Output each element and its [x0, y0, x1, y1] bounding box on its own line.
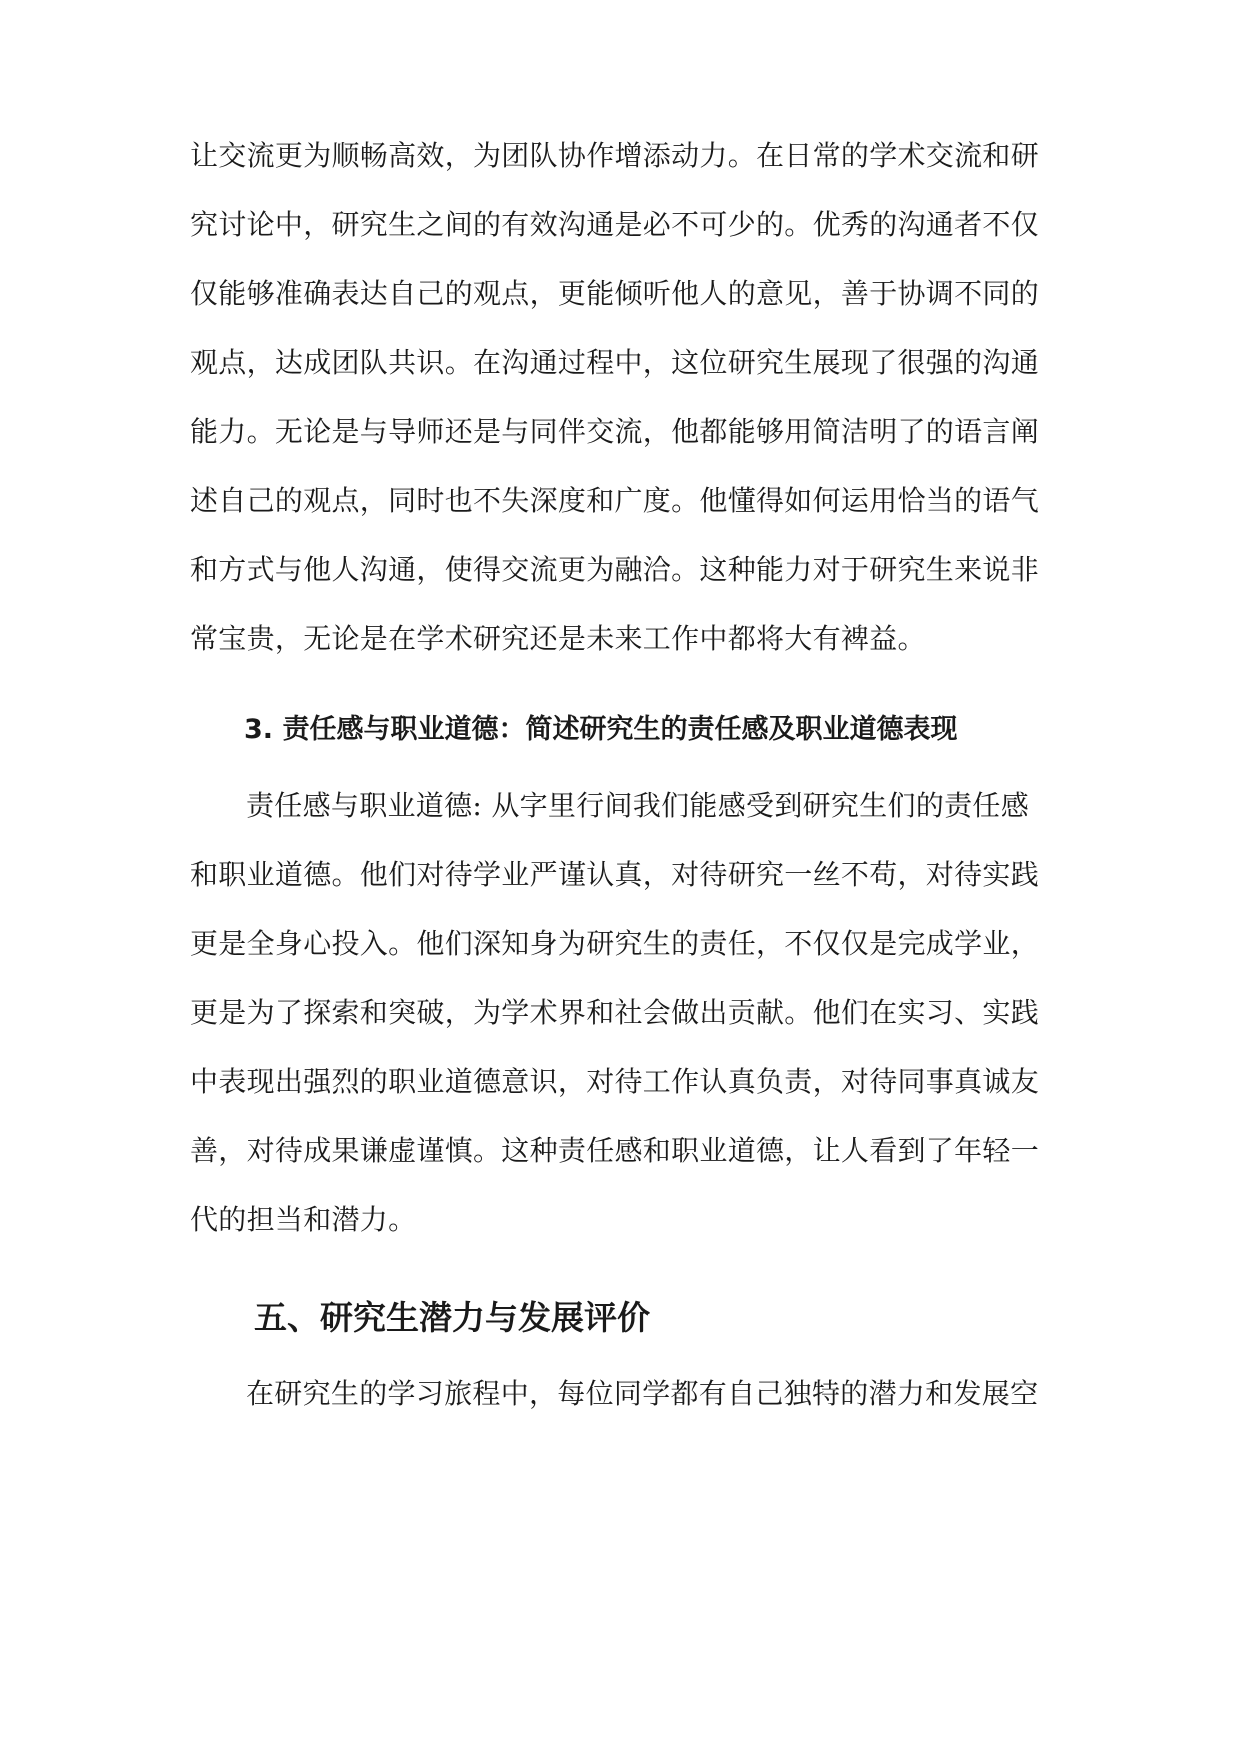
- paragraph-line: 和方式与他人沟通，使得交流更为融洽。这种能力对于研究生来说非: [190, 553, 1040, 586]
- chapter-heading: 五、研究生潜力与发展评价: [254, 1298, 650, 1337]
- paragraph-line: 更是为了探索和突破，为学术界和社会做出贡献。他们在实习、实践: [190, 996, 1040, 1029]
- paragraph-line: 让交流更为顺畅高效，为团队协作增添动力。在日常的学术交流和研: [190, 139, 1040, 172]
- paragraph-line: 责任感与职业道德: 从字里行间我们能感受到研究生们的责任感: [246, 789, 1030, 822]
- paragraph-line: 更是全身心投入。他们深知身为研究生的责任，不仅仅是完成学业，: [190, 927, 1040, 960]
- paragraph-line: 仅能够准确表达自己的观点，更能倾听他人的意见，善于协调不同的: [190, 277, 1040, 310]
- paragraph-line: 述自己的观点，同时也不失深度和广度。他懂得如何运用恰当的语气: [190, 484, 1040, 517]
- paragraph-line: 观点，达成团队共识。在沟通过程中，这位研究生展现了很强的沟通: [190, 346, 1040, 379]
- paragraph-line: 究讨论中，研究生之间的有效沟通是必不可少的。优秀的沟通者不仅: [190, 208, 1040, 241]
- paragraph-line: 在研究生的学习旅程中，每位同学都有自己独特的潜力和发展空: [246, 1377, 1039, 1410]
- paragraph-line: 能力。无论是与导师还是与同伴交流，他都能够用简洁明了的语言阐: [190, 415, 1040, 448]
- paragraph-line: 常宝贵，无论是在学术研究还是未来工作中都将大有裨益。: [190, 622, 926, 655]
- paragraph-line: 中表现出强烈的职业道德意识，对待工作认真负责，对待同事真诚友: [190, 1065, 1040, 1098]
- section-heading: 3. 责任感与职业道德：简述研究生的责任感及职业道德表现: [244, 714, 958, 745]
- paragraph-line: 代的担当和潜力。: [190, 1203, 417, 1236]
- paragraph-line: 善，对待成果谦虚谨慎。这种责任感和职业道德，让人看到了年轻一: [190, 1134, 1040, 1167]
- paragraph-line: 和职业道德。他们对待学业严谨认真，对待研究一丝不苟，对待实践: [190, 858, 1040, 891]
